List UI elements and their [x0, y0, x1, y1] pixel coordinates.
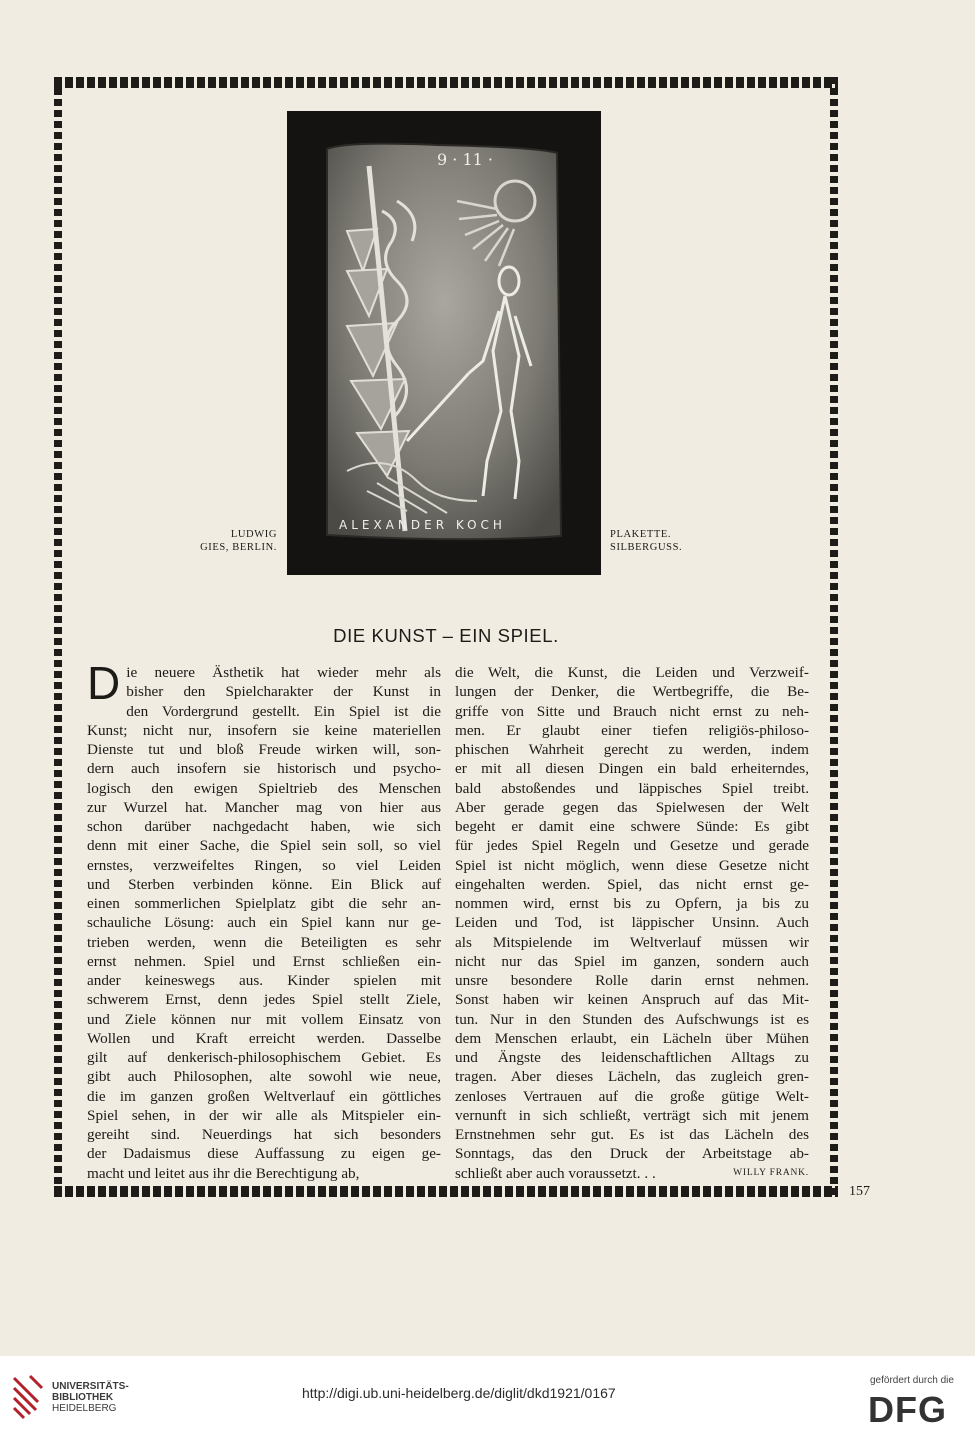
- text-line: Ernstnehmen sehr gut. Es ist das Lächeln des: [455, 1126, 809, 1143]
- left-column: [87, 657, 441, 1183]
- left-column-lines: [87, 702, 441, 1183]
- library-name-line: BIBLIOTHEK: [52, 1392, 114, 1403]
- text-line: schwerem Ernst, denn jedes Spiel stellt Ziele,: [87, 991, 441, 1009]
- text-line-final: [455, 1164, 809, 1183]
- text-line: der Dadaismus diese Auffassung zu eigen ge-: [87, 1145, 441, 1163]
- text-line: nommen wird, ernst bis zu Opfern, ja bis zu: [455, 895, 809, 912]
- text-line: dern auch insofern sie historisch und psycho-: [87, 760, 441, 778]
- plaque-bottom-inscription: ALEXANDER KOCH: [339, 518, 506, 532]
- author-signature: WILLY FRANK.: [733, 1167, 809, 1178]
- plaque-relief-image: [287, 111, 601, 575]
- text-line: er mit all diesen Dingen ein bald erheiterndes,: [455, 760, 809, 778]
- library-name-line: UNIVERSITÄTS-: [52, 1381, 129, 1392]
- text-line: vernunft in sich schließt, verträgt sich mit jenem: [455, 1106, 809, 1124]
- text-line: bisher den Spielcharakter der Kunst in: [126, 683, 441, 701]
- funder-note: gefördert durch die: [870, 1375, 954, 1386]
- text-line: begeht er damit eine schwere Sünde: Es gibt: [455, 818, 809, 835]
- text-line: Spiel ist nicht möglich, wenn diese Gesetze nicht: [455, 856, 809, 874]
- page-number: 157: [849, 1184, 870, 1199]
- text-line: den Vordergrund gestellt. Ein Spiel ist die: [126, 702, 441, 720]
- text-line: trieben werden, wenn die Beteiligten es sehr: [87, 933, 441, 951]
- text-line: schon darüber nachgedacht haben, wie sich: [87, 818, 441, 835]
- article-title: DIE KUNST – EIN SPIEL.: [333, 625, 559, 646]
- text-line: und Ziele können nur mit vollem Einsatz von: [87, 1010, 441, 1028]
- plaque-photograph: [287, 111, 601, 575]
- caption-artist-line-1: LUDWIG: [230, 529, 277, 540]
- caption-work-line-2: SILBERGUSS.: [610, 542, 683, 553]
- caption-work: [610, 528, 740, 554]
- caption-artist: [150, 528, 277, 554]
- right-column-lines: [455, 663, 809, 1164]
- text-line: gereiht sind. Neuerdings hat sich besonders: [87, 1126, 441, 1143]
- final-line-text: schließt aber auch voraussetzt. . .: [455, 1164, 656, 1182]
- border-right: [830, 77, 838, 1197]
- text-line: ernstes, verzweifeltes Ringen, so viel Leiden: [87, 856, 441, 874]
- text-line: zenloses Vertrauen auf die große gütige Welt-: [455, 1087, 809, 1105]
- text-line: die Welt, die Kunst, die Leiden und Verzweif-: [455, 664, 809, 681]
- text-line: die im ganzen großen Weltverlauf ein göttliches: [87, 1087, 441, 1105]
- text-line: Aber gerade gegen das Spielwesen der Welt: [455, 798, 809, 816]
- text-line: men. Er glaubt einer tiefen religiös-philoso-: [455, 721, 809, 739]
- text-line: eingehalten werden. Spiel, das nicht ernst ge-: [455, 875, 809, 893]
- text-line: gibt auch Philosophen, alte sowohl wie neue,: [87, 1068, 441, 1086]
- library-name-line: HEIDELBERG: [52, 1403, 117, 1414]
- border-top: [54, 77, 838, 88]
- right-column: [455, 663, 809, 1183]
- text-line: Spiel sehen, in der wir alle als Mitspieler ein-: [87, 1106, 441, 1124]
- text-line: unsre besondere Rolle darin ernst nehmen.: [455, 972, 809, 989]
- text-line: zur Wurzel hat. Mancher mag von hier aus: [87, 798, 441, 816]
- library-name: [52, 1381, 129, 1414]
- caption-artist-line-2: GIES, BERLIN.: [200, 542, 277, 553]
- text-line: tun. Nur in den Stunden des Aufschwungs ist es: [455, 1010, 809, 1028]
- text-line: dem Menschen erlaubt, ein Lächeln über Mühen: [455, 1029, 809, 1047]
- text-line: als Mitspielende im Weltverlauf müssen wir: [455, 933, 809, 951]
- text-line: logisch den ewigen Spieltrieb des Menschen: [87, 779, 441, 797]
- text-line: tragen. Aber dieses Lächeln, das zugleich gren-: [455, 1068, 809, 1086]
- university-logo-icon: [10, 1372, 46, 1420]
- text-line: Wollen und Kraft erreicht werden. Dasselbe: [87, 1029, 441, 1047]
- text-line: lungen der Denker, die Wertbegriffe, die Be-: [455, 683, 809, 701]
- text-line: bald abstoßendes und läppisches Spiel treibt.: [455, 779, 809, 797]
- text-line: Sonst haben wir keinen Anspruch auf das Mit-: [455, 991, 809, 1009]
- dropcap: D: [87, 657, 121, 709]
- text-line: ernst nehmen. Spiel und Ernst schließen ein-: [87, 952, 441, 970]
- text-line: ie neuere Ästhetik hat wieder mehr als: [126, 664, 441, 681]
- text-line: gilt auf denkerisch-philosophischem Gebiet. Es: [87, 1049, 441, 1066]
- text-line: griffe von Sitte und Brauch nicht ernst zu neh-: [455, 702, 809, 720]
- text-line: schauliche Lösung: auch ein Spiel kann nur ge-: [87, 914, 441, 932]
- text-line: und Ängste des leidenschaftlichen Alltags zu: [455, 1049, 809, 1066]
- text-line: für jedes Spiel Regeln und Gesetze und gerade: [455, 837, 809, 855]
- text-line: Kunst; nicht nur, insofern sie keine materiellen: [87, 721, 441, 739]
- text-line: macht und leitet aus ihr die Berechtigung ab,: [87, 1164, 360, 1182]
- text-line: Dienste tut und bloß Freude wirken will, son-: [87, 741, 441, 758]
- footer-bar: [0, 1356, 975, 1434]
- border-left: [54, 77, 62, 1197]
- text-line: phischen Wahrheit gerecht zu werden, indem: [455, 741, 809, 758]
- text-line: denn mit einer Sache, die Spiel sein soll, so viel: [87, 837, 441, 855]
- text-line: Sonntags, das den Druck der Arbeitstage ab-: [455, 1145, 809, 1163]
- text-line: einen sommerlichen Spielplatz gibt die sehr an-: [87, 895, 441, 912]
- permalink-url[interactable]: http://digi.ub.uni-heidelberg.de/diglit/dkd1921/0167: [302, 1385, 616, 1401]
- caption-work-line-1: PLAKETTE.: [610, 529, 672, 540]
- plaque-top-inscription: 9 · 11 ·: [437, 150, 493, 169]
- border-bottom: [54, 1186, 838, 1197]
- dfg-logo: DFG: [868, 1389, 947, 1430]
- text-line: Leiden und Tod, ist läppischer Unsinn. Auch: [455, 914, 809, 932]
- text-line: ander keineswegs aus. Kinder spielen mit: [87, 972, 441, 989]
- text-line: nicht nur das Spiel im ganzen, sondern auch: [455, 952, 809, 970]
- text-line: und Sterben verbinden könne. Ein Blick auf: [87, 875, 441, 893]
